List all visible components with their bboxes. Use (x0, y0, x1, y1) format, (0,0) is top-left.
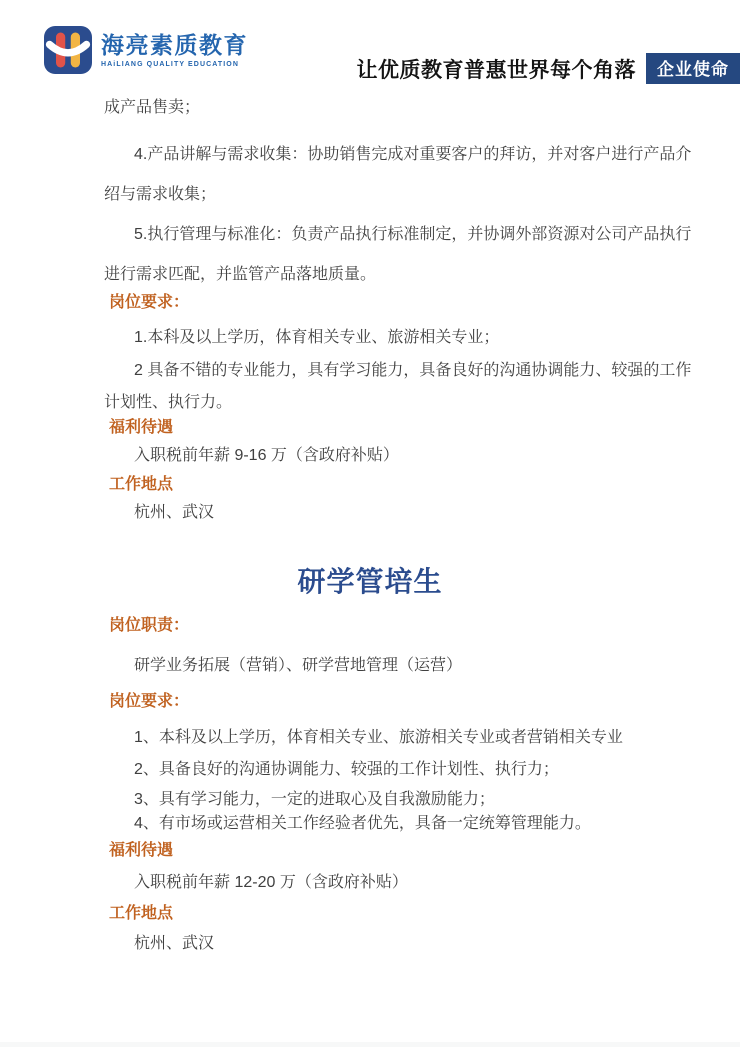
job2-benefits-text: 入职税前年薪 12-20 万（含政府补贴） (134, 874, 408, 891)
job2-requirement-4: 4、有市场或运营相关工作经验者优先，具备一定统筹管理能力。 (134, 815, 591, 832)
mission-slogan: 让优质教育普惠世界每个角落 (356, 58, 636, 82)
brand-name-cn: 海亮素质教育 (101, 32, 248, 58)
job1-location-text: 杭州、武汉 (134, 504, 215, 521)
mission-badge: 企业使命 (646, 53, 740, 84)
brand-name-en: HAiLIANG QUALITY EDUCATION (101, 61, 240, 68)
job2-requirements-heading: 岗位要求： (109, 693, 190, 710)
job1-duties-continuation: 成产品售卖； (104, 99, 201, 116)
job2-location-text: 杭州、武汉 (134, 935, 215, 952)
job2-benefits-heading: 福利待遇 (109, 842, 174, 859)
job1-duty-item-4: 4.产品讲解与需求收集：协助销售完成对重要客户的拜访，并对客户进行产品介绍与需求收集； (104, 146, 692, 203)
job2-duties-text: 研学业务拓展（营销）、研学营地管理（运营） (134, 657, 463, 674)
job2-requirement-1: 1、本科及以上学历，体育相关专业、旅游相关专业或者营销相关专业 (134, 729, 623, 746)
page-bottom-edge (0, 1042, 740, 1047)
job2-requirement-3: 3、具有学习能力，一定的进取心及自我激励能力； (134, 791, 495, 808)
job2-location-heading: 工作地点 (109, 905, 174, 922)
job1-benefits-heading: 福利待遇 (109, 419, 174, 436)
job1-location-heading: 工作地点 (109, 476, 174, 493)
job2-title: 研学管培生 (297, 566, 443, 597)
job2-duties-heading: 岗位职责： (109, 617, 190, 634)
job2-requirement-2: 2、具备良好的沟通协调能力、较强的工作计划性、执行力； (134, 761, 559, 778)
job1-requirement-1: 1.本科及以上学历，体育相关专业、旅游相关专业； (134, 329, 500, 346)
job1-duty-item-5: 5.执行管理与标准化：负责产品执行标准制定，并协调外部资源对公司产品执行进行需求匹配，并监管产品落地质量。 (104, 226, 692, 283)
job1-requirements-heading: 岗位要求： (109, 294, 190, 311)
job1-requirement-2: 2 具备不错的专业能力，具有学习能力，具备良好的沟通协调能力、较强的工作计划性、执行力。 (104, 362, 692, 411)
job1-benefits-text: 入职税前年薪 9-16 万（含政府补贴） (134, 447, 399, 464)
